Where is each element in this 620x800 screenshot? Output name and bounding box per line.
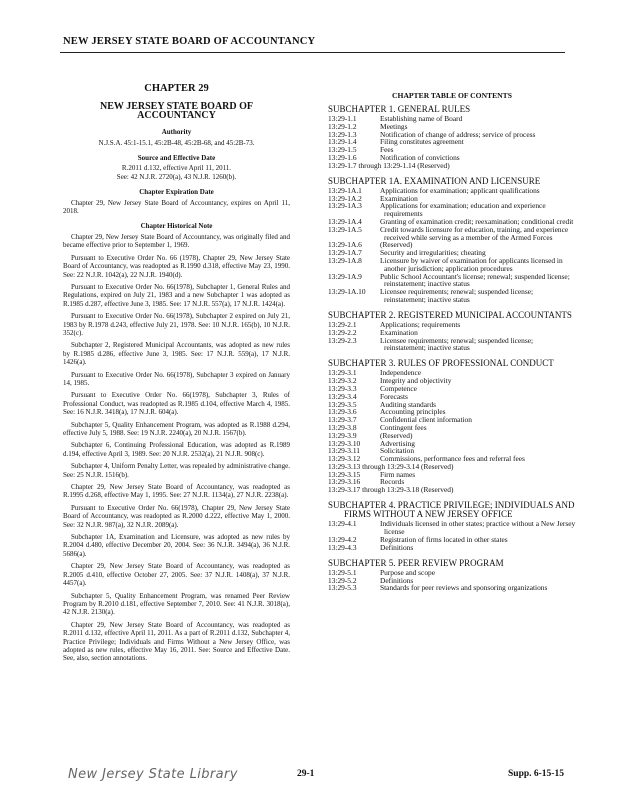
page-number: 29-1 bbox=[297, 769, 315, 779]
toc-section-title: Competence bbox=[380, 383, 417, 393]
toc-section-title: Records bbox=[380, 477, 405, 487]
toc-section-number: 13:29-3.15 bbox=[328, 469, 361, 479]
toc-section-number: 13:29-1A.10 bbox=[328, 287, 366, 297]
toc-section-number: 13:29-3.12 bbox=[328, 454, 361, 464]
toc-section-title: Integrity and objectivity bbox=[380, 376, 452, 386]
toc-section-title: Definitions bbox=[380, 542, 414, 552]
toc-section-number: 13:29-3.6 bbox=[328, 407, 357, 417]
toc-section-number: 13:29-5.1 bbox=[328, 567, 357, 577]
toc-entry bbox=[328, 569, 576, 577]
toc-section-title: Contingent fees bbox=[380, 422, 427, 432]
toc-section-title: Fees bbox=[380, 145, 394, 155]
toc-section-number: 13:29-2.2 bbox=[328, 327, 357, 337]
toc-section-number: 13:29-1A.9 bbox=[328, 271, 362, 281]
toc-entry bbox=[328, 162, 576, 170]
toc-section-number: 13:29-4.2 bbox=[328, 535, 357, 545]
toc-section-number: 13:29-1.5 bbox=[328, 145, 357, 155]
source-line: R.2011 d.132, effective April 11, 2011. bbox=[121, 164, 232, 173]
toc-entry bbox=[328, 288, 576, 304]
toc-section-title: Registration of firms located in other states bbox=[380, 535, 508, 545]
toc-section-number: 13:29-3.1 bbox=[328, 368, 357, 378]
toc-entry bbox=[328, 486, 576, 494]
toc-list bbox=[328, 105, 576, 592]
toc-entry bbox=[328, 520, 576, 536]
toc-section-number: 13:29-3.5 bbox=[328, 399, 357, 409]
toc-entry bbox=[328, 115, 576, 123]
toc-section-number: 13:29-1A.4 bbox=[328, 216, 362, 226]
toc-section-title: Public School Accountant's license; renewal; suspended license; reinstatement; inactive status bbox=[380, 271, 570, 289]
toc-section-number: 13:29-1.4 bbox=[328, 137, 357, 147]
toc-subchapter-title: SUBCHAPTER 1. GENERAL RULES bbox=[328, 103, 471, 114]
source-line: See: 42 N.J.R. 2720(a), 43 N.J.R. 1260(b). bbox=[116, 172, 237, 181]
toc-subchapter-title: SUBCHAPTER 3. RULES OF PROFESSIONAL CONDUCT bbox=[328, 358, 554, 369]
toc-section-title: Auditing standards bbox=[380, 399, 437, 409]
history-notes bbox=[63, 233, 290, 663]
toc-subchapter-title: SUBCHAPTER 1A. EXAMINATION AND LICENSURE bbox=[328, 175, 541, 186]
toc-reserved-range: 13:29-3.13 through 13:29-3.14 (Reserved) bbox=[328, 461, 454, 471]
toc-section-title: (Reserved) bbox=[380, 240, 413, 250]
history-paragraph: Pursuant to Executive Order No. 66(1978), Chapter 29, New Jersey State Board of Accountancy, was readopted as R.2000 d.222, effective May 1, 2000. See: 32 N.J.R. 987(a), 32 N.J.R. 2089(a). bbox=[63, 503, 290, 529]
toc-section-number: 13:29-1A.3 bbox=[328, 201, 362, 211]
table-of-contents bbox=[328, 92, 576, 592]
toc-section-title: Examination bbox=[380, 327, 418, 337]
history-paragraph: Pursuant to Executive Order No. 66(1978), Subchapter 2 expired on July 21, 1983 by R.1978 d.243, effective July 21, 1978. See: 10 N.J.R. 165(b), 10 N.J.R. 352(c). bbox=[63, 312, 290, 337]
toc-section-title: Applications for examination; education and experience requirements bbox=[380, 201, 546, 219]
toc-section-title: Notification of change of address; service of process bbox=[380, 129, 536, 139]
history-paragraph: Subchapter 5, Quality Enhancement Program, was renamed Peer Review Program by R.2010 d.181, effective September 7, 2010. See: 41 N.J.R. 3018(a), 42 N.J.R. 2130(a). bbox=[63, 591, 290, 617]
toc-section-title: Establishing name of Board bbox=[380, 114, 463, 123]
toc-section-number: 13:29-1.3 bbox=[328, 129, 357, 139]
toc-section-title: Security and irregularities; cheating bbox=[380, 248, 486, 258]
history-paragraph: Subchapter 2, Registered Municipal Accountants, was adopted as new rules by R.1985 d.286, effective June 3, 1985. See: 17 N.J.R. 559(a), 17 N.J.R. 1426(a). bbox=[63, 341, 290, 367]
toc-section-title: Licensee requirements; renewal; suspended license; reinstatement; inactive status bbox=[380, 287, 534, 304]
toc-section-title: Solicitation bbox=[380, 446, 415, 456]
toc-section-title: Filing constitutes agreement bbox=[380, 137, 464, 147]
history-paragraph: Chapter 29, New Jersey State Board of Accountancy, was readopted as R.2005 d.410, effective October 27, 2005. See: 37 N.J.R. 1408(a), 37 N.J.R. 4457(a). bbox=[63, 562, 290, 588]
toc-section-title: Firm names bbox=[380, 469, 416, 479]
toc-entry bbox=[328, 463, 576, 471]
history-paragraph: Chapter 29, New Jersey State Board of Accountancy, was originally filed and became effective prior to September 1, 1969. bbox=[63, 232, 290, 250]
toc-reserved-range: 13:29-3.17 through 13:29-3.18 (Reserved) bbox=[328, 485, 454, 495]
toc-section-number: 13:29-5.2 bbox=[328, 575, 357, 585]
toc-entry bbox=[328, 424, 576, 432]
history-paragraph: Subchapter 5, Quality Enhancement Program, was adopted as R.1988 d.294, effective July 5, 1988. See: 19 N.J.R. 2240(a), 20 N.J.R. 1567(b). bbox=[63, 420, 290, 437]
toc-section-title: Licensee requirements; renewal; suspended license; reinstatement; inactive status bbox=[380, 335, 534, 353]
toc-entry bbox=[328, 401, 576, 409]
history-paragraph: Chapter 29, New Jersey State Board of Accountancy, was readopted as R.1995 d.268, effective May 1, 1995. See: 27 N.J.R. 1134(a), 27 N.J.R. 2238(a). bbox=[63, 483, 290, 500]
history-paragraph: Pursuant to Executive Order No. 66 (1978), Chapter 29, New Jersey State Board of Accountancy, was readopted as R.1990 d.318, effective May 23, 1990. See: 22 N.J.R. 1042(a), 22 N.J.R. 1940(d). bbox=[63, 253, 290, 279]
history-paragraph: Pursuant to Executive Order No. 66(1978), Subchapter 1, General Rules and Regulations, expired on July 21, 1983 and a new Subchapter 1 was adopted as R.1985 d.287, effective June 3, 1985. See: 17 N.J.R. 557(a), 17 N.J.R. 1424(a). bbox=[63, 282, 290, 308]
toc-section-number: 13:29-3.7 bbox=[328, 415, 357, 425]
toc-section-title: Credit towards licensure for education, training, and experience received while serving as a member of the Armed Forces bbox=[380, 224, 569, 242]
toc-section-title: Commissions, performance fees and referral fees bbox=[380, 454, 525, 464]
toc-entry bbox=[328, 337, 576, 353]
toc-section-title: Standards for peer reviews and sponsoring organizations bbox=[380, 583, 548, 593]
toc-section-title: Advertising bbox=[380, 438, 415, 448]
toc-entry bbox=[328, 138, 576, 146]
chapter-title: NEW JERSEY STATE BOARD OF ACCOUNTANCY bbox=[100, 101, 253, 121]
toc-entry bbox=[328, 321, 576, 329]
toc-subchapter-title: SUBCHAPTER 5. PEER REVIEW PROGRAM bbox=[328, 557, 504, 568]
footer bbox=[0, 767, 620, 787]
expiration-heading: Chapter Expiration Date bbox=[139, 188, 214, 197]
toc-section-number: 13:29-3.8 bbox=[328, 422, 357, 432]
toc-entry bbox=[328, 369, 576, 377]
toc-section-title: Confidential client information bbox=[380, 415, 472, 425]
supplement-label: Supp. 6-15-15 bbox=[508, 769, 564, 779]
toc-entry bbox=[328, 202, 576, 218]
toc-section-title: Accounting principles bbox=[380, 407, 446, 417]
toc-section-number: 13:29-1A.7 bbox=[328, 248, 362, 258]
toc-section-number: 13:29-3.4 bbox=[328, 391, 357, 401]
history-paragraph: Pursuant to Executive Order No. 66(1978), Subchapter 3, Rules of Professional Conduct, was readopted as R.1985 d.104, effective March 4, 1985. See: 16 N.J.R. 3418(a), 17 N.J.R. 604(a). bbox=[63, 391, 290, 417]
authority-heading: Authority bbox=[161, 128, 192, 137]
toc-subchapter-title: SUBCHAPTER 2. REGISTERED MUNICIPAL ACCOUNTANTS bbox=[328, 309, 572, 320]
toc-reserved-range: 13:29-1.7 through 13:29-1.14 (Reserved) bbox=[328, 160, 450, 170]
toc-section-number: 13:29-3.16 bbox=[328, 477, 361, 487]
toc-section-number: 13:29-1A.2 bbox=[328, 193, 362, 203]
toc-heading: CHAPTER TABLE OF CONTENTS bbox=[392, 91, 512, 100]
toc-section-number: 13:29-3.2 bbox=[328, 376, 357, 386]
toc-entry bbox=[328, 257, 576, 273]
history-heading: Chapter Historical Note bbox=[140, 222, 213, 231]
toc-section-title: Meetings bbox=[380, 121, 408, 131]
toc-section-title: Individuals licensed in other states; practice without a New Jersey license bbox=[380, 519, 576, 537]
toc-section-number: 13:29-3.3 bbox=[328, 383, 357, 393]
toc-section-title: Licensure by waiver of examination for applicants licensed in another jurisdiction; application procedures bbox=[380, 255, 563, 273]
toc-section-number: 13:29-3.11 bbox=[328, 446, 360, 456]
toc-section-title: Examination bbox=[380, 193, 418, 203]
history-paragraph: Subchapter 4, Uniform Penalty Letter, was repealed by administrative change. See: 25 N.J.R. 1516(b). bbox=[63, 462, 290, 479]
toc-section-number: 13:29-2.3 bbox=[328, 335, 357, 345]
running-header: NEW JERSEY STATE BOARD OF ACCOUNTANCY bbox=[63, 36, 316, 47]
toc-section-number: 13:29-5.3 bbox=[328, 583, 357, 593]
toc-section-title: Applications; requirements bbox=[380, 319, 461, 329]
toc-entry bbox=[328, 536, 576, 544]
library-stamp: New Jersey State Library bbox=[68, 767, 238, 782]
toc-entry bbox=[328, 432, 576, 440]
toc-section-number: 13:29-4.1 bbox=[328, 519, 357, 529]
history-paragraph: Pursuant to Executive Order No. 66(1978), Subchapter 3 expired on January 14, 1985. bbox=[63, 370, 290, 387]
history-paragraph: Subchapter 6, Continuing Professional Education, was adopted as R.1989 d.194, effective April 3, 1989. See: 20 N.J.R. 2532(a), 21 N.J.R. 908(c). bbox=[63, 441, 290, 458]
history-paragraph: Subchapter 1A, Examination and Licensure, was adopted as new rules by R.2004 d.480, effective December 20, 2004. See: 36 N.J.R. 3494(a), 36 N.J.R. 5686(a). bbox=[63, 533, 290, 558]
toc-subchapter-title: SUBCHAPTER 4. PRACTICE PRIVILEGE; INDIVIDUALS AND FIRMS WITHOUT A NEW JERSEY OFFICE bbox=[328, 500, 575, 520]
authority-text: N.J.S.A. 45:1-15.1, 45:2B-48, 45:2B-68, and 45:2B-73. bbox=[98, 138, 255, 147]
toc-entry bbox=[328, 273, 576, 289]
history-paragraph: Chapter 29, New Jersey State Board of Accountancy, was readopted as R.2011 d.132, effective April 11, 2011. As a part of R.2011 d.132, Subchapter 4, Practice Privilege; Individuals and Firms Without a New Jersey Office, was adopted as new rules, effective May 16, 2011. See: Source and Effective Date. See, also, section annotations. bbox=[63, 620, 290, 663]
toc-section-title: (Reserved) bbox=[380, 430, 413, 440]
toc-section-number: 13:29-1.1 bbox=[328, 114, 357, 123]
toc-section-number: 13:29-3.9 bbox=[328, 430, 357, 440]
toc-section-number: 13:29-3.10 bbox=[328, 438, 361, 448]
toc-entry bbox=[328, 416, 576, 424]
toc-section-title: Applications for examination; applicant qualifications bbox=[380, 185, 540, 195]
toc-section-number: 13:29-1A.6 bbox=[328, 240, 362, 250]
toc-section-number: 13:29-1.6 bbox=[328, 152, 357, 162]
toc-entry bbox=[328, 544, 576, 552]
toc-entry bbox=[328, 471, 576, 479]
expiration-text: Chapter 29, New Jersey State Board of Accountancy, expires on April 11, 2018. bbox=[63, 198, 290, 216]
chapter-label: CHAPTER 29 bbox=[144, 83, 209, 94]
toc-section-title: Forecasts bbox=[380, 391, 408, 401]
toc-section-number: 13:29-2.1 bbox=[328, 319, 357, 329]
toc-entry bbox=[328, 377, 576, 385]
toc-section-title: Granting of examination credit; reexamination; conditional credit bbox=[380, 216, 574, 226]
toc-section-title: Notification of convictions bbox=[380, 152, 460, 162]
header-rule bbox=[60, 52, 565, 53]
toc-entry bbox=[328, 440, 576, 448]
toc-entry bbox=[328, 187, 576, 195]
toc-entry bbox=[328, 226, 576, 242]
toc-section-title: Definitions bbox=[380, 575, 414, 585]
toc-section-number: 13:29-1.2 bbox=[328, 121, 357, 131]
left-column bbox=[63, 85, 290, 667]
toc-section-number: 13:29-4.3 bbox=[328, 542, 357, 552]
toc-section-number: 13:29-1A.1 bbox=[328, 185, 362, 195]
toc-section-number: 13:29-1A.8 bbox=[328, 255, 362, 265]
toc-section-title: Purpose and scope bbox=[380, 567, 436, 577]
source-heading: Source and Effective Date bbox=[137, 154, 216, 163]
toc-section-title: Independence bbox=[380, 368, 422, 378]
toc-section-number: 13:29-1A.5 bbox=[328, 224, 362, 234]
toc-entry bbox=[328, 385, 576, 393]
toc-entry bbox=[328, 393, 576, 401]
toc-entry bbox=[328, 584, 576, 592]
